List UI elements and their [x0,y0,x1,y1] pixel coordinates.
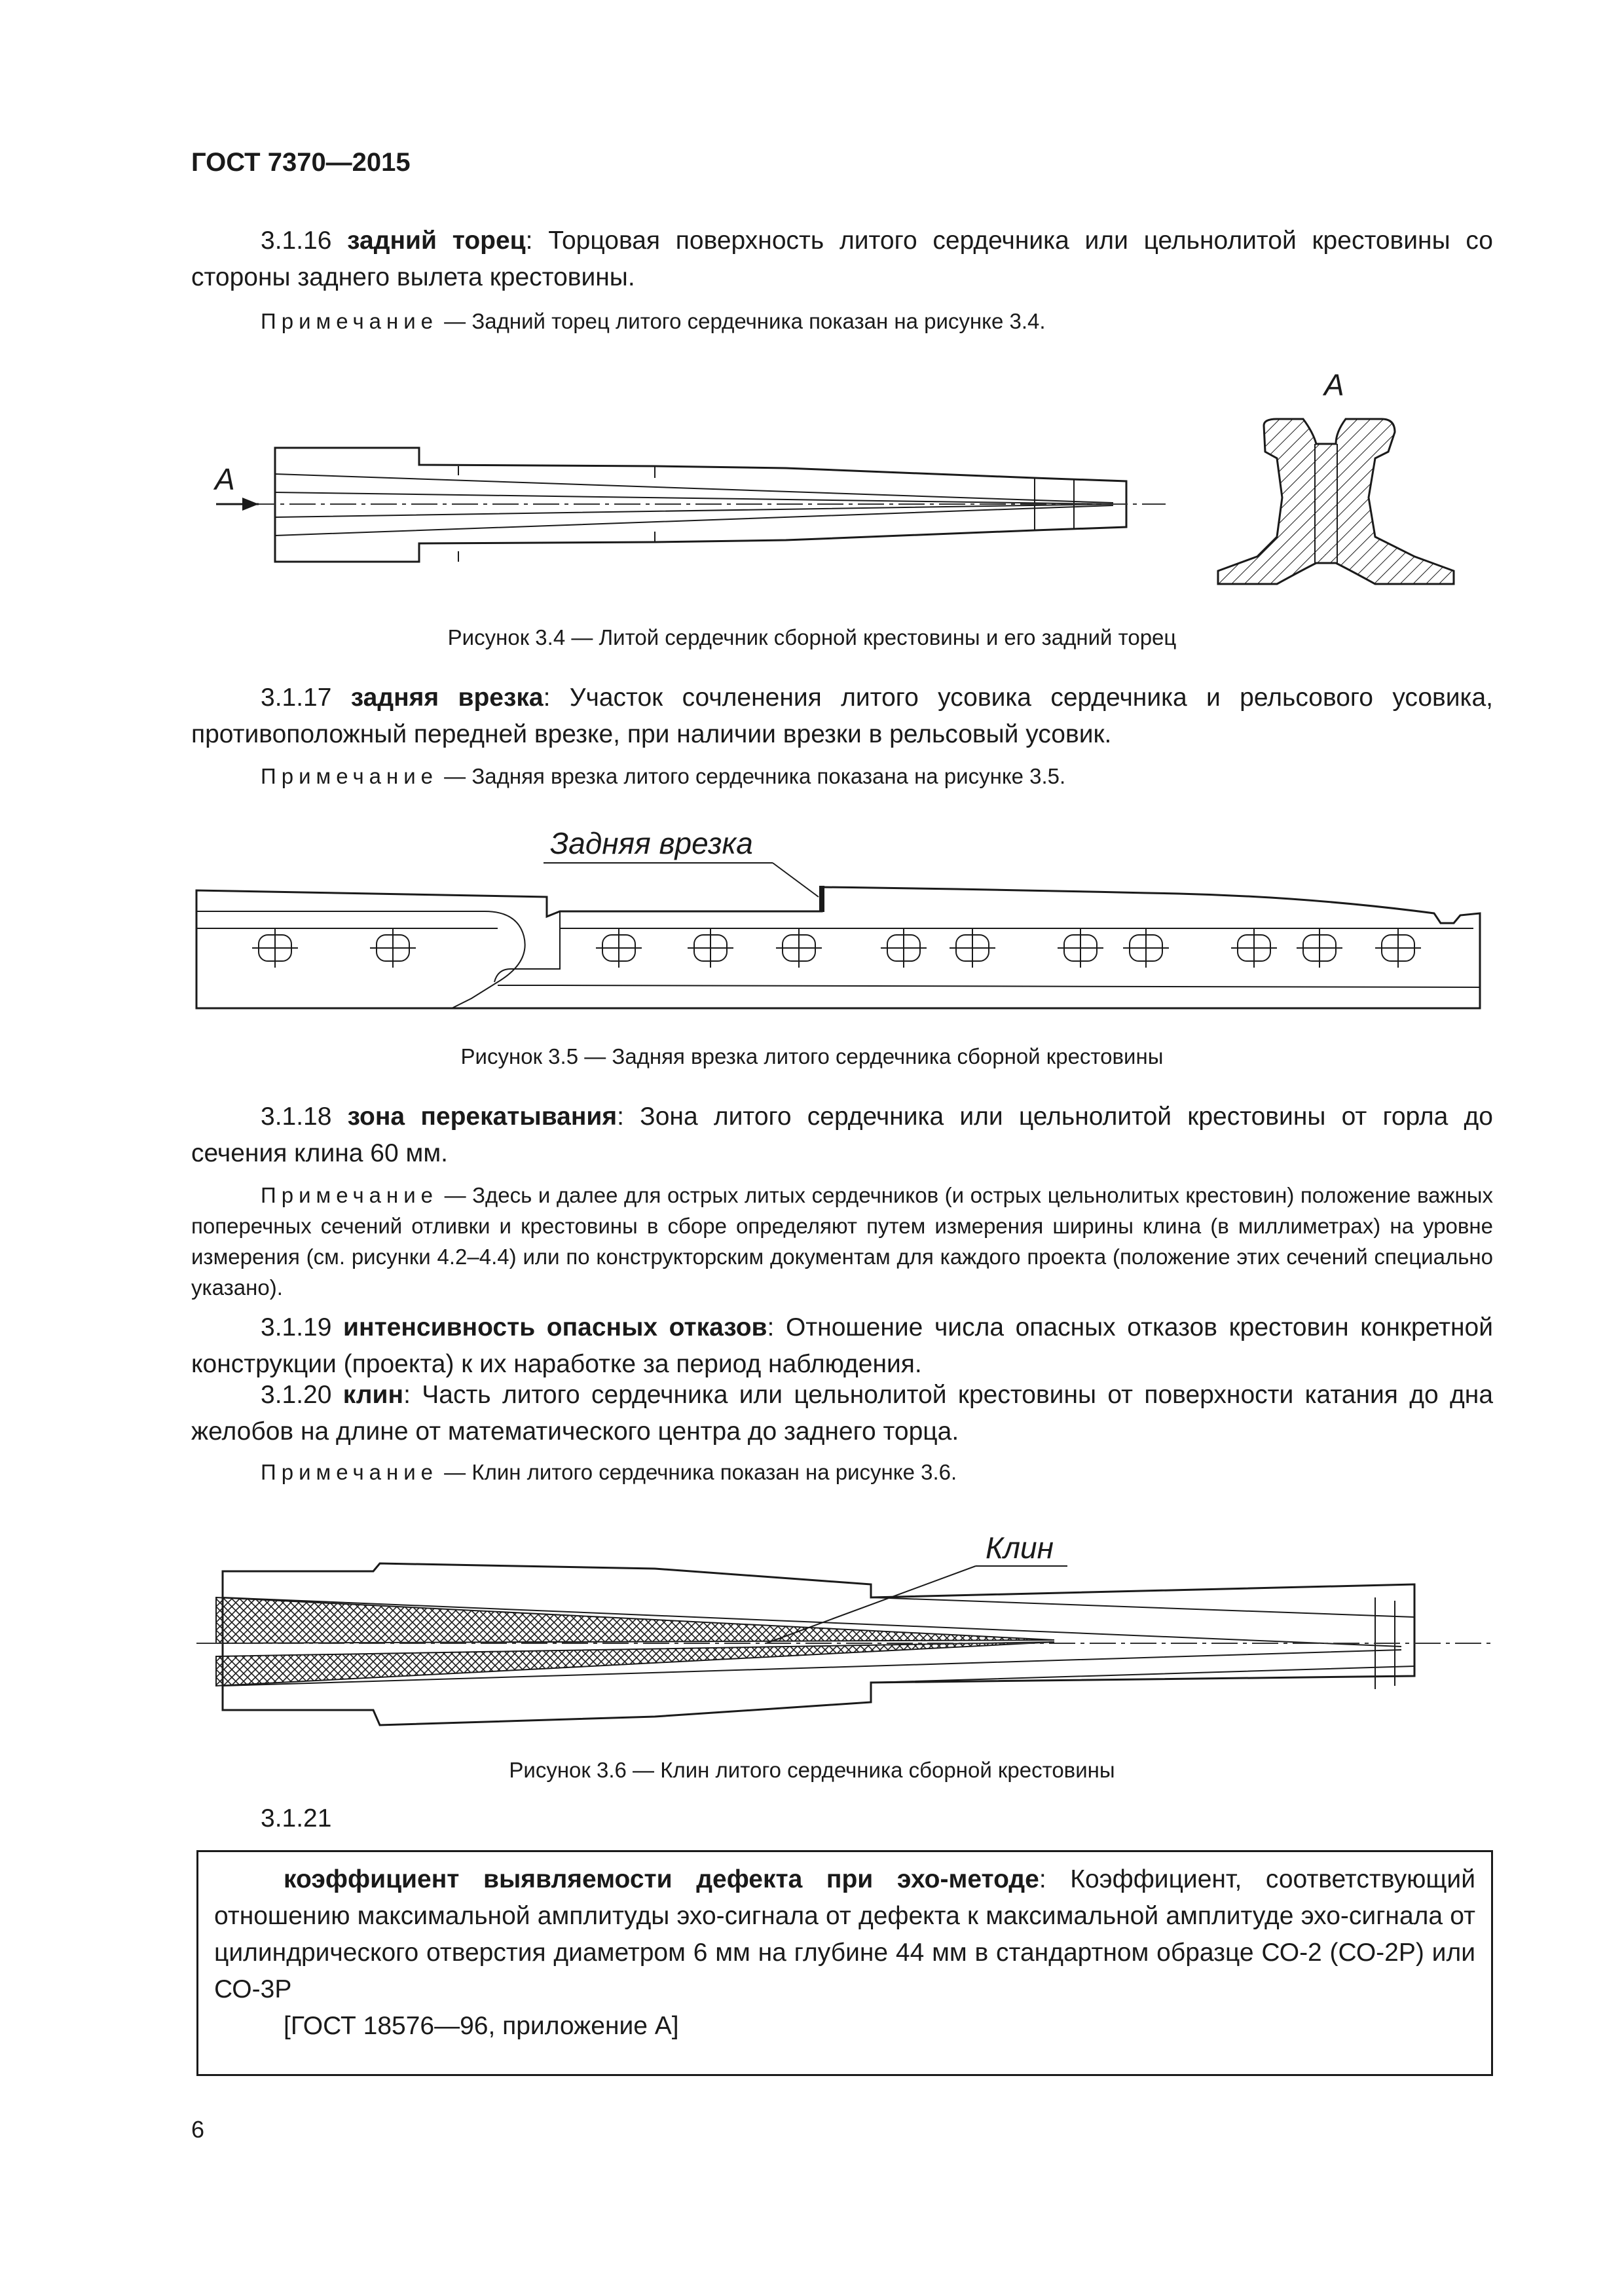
term-number: 3.1.16 [261,227,332,255]
term-3-1-21-box [196,1850,1493,2076]
term-number: 3.1.20 [261,1381,332,1409]
figure-3-4-caption: Рисунок 3.4 — Литой сердечник сборной крестовины и его задний торец [447,625,1177,649]
figure-3-5-caption: Рисунок 3.5 — Задняя врезка литого сердечника сборной крестовины [460,1044,1164,1068]
term-definition: : Участок сочленения литого усовика сердечника и рельсового усовика, противоположный передней врезке, при наличии врезки в рельсовый усовик. [191,683,1493,748]
term-number: 3.1.19 [261,1313,332,1341]
term-title: клин [342,1381,404,1409]
figure-callout: Клин [986,1531,1054,1565]
term-number: 3.1.21 [261,1804,332,1832]
note-label: Примечание [261,309,439,333]
note-text: — Задняя врезка литого сердечника показана на рисунке 3.5. [438,764,1066,788]
term-definition: : Торцовая поверхность литого сердечника или цельнолитой крестовины со стороны заднего вылета крестовины. [191,227,1493,291]
term-number: 3.1.18 [261,1102,332,1131]
view-arrow-label: А [215,462,235,496]
term-definition: : Коэффициент, соответствующий отношению максимальной амплитуды эхо-сигнала от дефекта к максимальной амплитуде эхо-сигнала от цилиндрического отверстия диаметром 6 мм на глубине 44 мм в стандартном образце СО-2 (СО-2Р) или СО-3Р [214,1865,1475,2003]
term-title: задняя врезка [350,683,544,712]
term-definition: : Зона литого сердечника или цельнолитой крестовины от горла до сечения клина 60 мм. [191,1102,1493,1167]
document-code: ГОСТ 7370—2015 [191,148,411,177]
note-label: Примечание [261,764,439,788]
note-text: — Задний торец литого сердечника показан на рисунке 3.4. [438,309,1046,333]
term-3-1-21 [214,1861,1475,2008]
note-label: Примечание [261,1183,439,1207]
term-definition: : Отношение числа опасных отказов крестовин конкретной конструкции (проекта) к их наработке за период наблюдения. [191,1313,1494,1378]
figure-3-6-caption: Рисунок 3.6 — Клин литого сердечника сборной крестовины [509,1758,1115,1782]
term-title: интенсивность опасных отказов [343,1313,767,1341]
note-text: — Здесь и далее для острых литых сердечников (и острых цельнолитых крестовин) положение важных поперечных сечений отливки и крестовины в сборе определяют путем измерения ширины клина (в миллиметрах) на уровне измерения (см. рисунки 4.2–4.4) или по конструкторским документам для каждого проекта (положение этих сечений специально указано). [191,1183,1493,1300]
note-label: Примечание [261,1460,439,1484]
term-source: [ГОСТ 18576—96, приложение А] [284,2012,679,2040]
term-title: задний торец [347,227,526,255]
section-label: А [1324,368,1344,402]
page-number: 6 [191,2116,205,2143]
note-text: — Клин литого сердечника показан на рисунке 3.6. [438,1460,957,1484]
term-definition: : Часть литого сердечника или цельнолитой крестовины от поверхности катания до дна желобов на длине от математического центра до заднего торца. [191,1381,1494,1446]
figure-callout: Задняя врезка [550,826,753,860]
term-title: зона перекатывания [347,1102,618,1131]
term-number: 3.1.17 [261,683,332,712]
term-title: коэффициент выявляемости дефекта при эхо-методе [284,1865,1039,1893]
